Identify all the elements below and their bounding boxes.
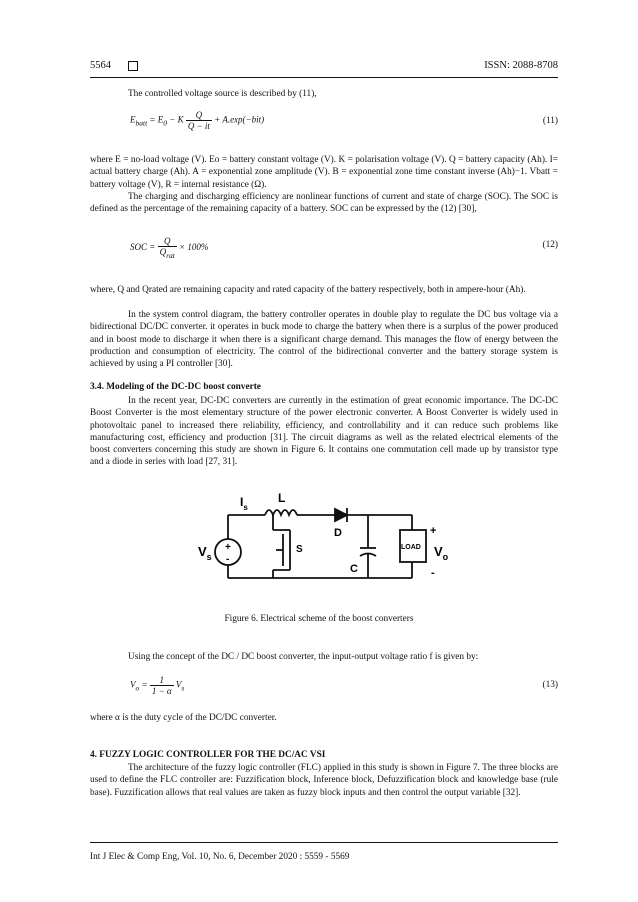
eq13-lhs-sub: o <box>135 683 140 693</box>
eq13-lhs: V <box>130 679 136 690</box>
equation-11 <box>130 110 264 131</box>
para-where-2: where, Q and Qrated are remaining capacity and rated capacity of the battery respectively, both in ampere-hour (Ah). <box>90 285 526 295</box>
eq12-fraction <box>158 236 177 260</box>
page-header <box>90 60 558 76</box>
para-ratio: Using the concept of the DC / DC boost converter, the input-output voltage ratio f is given by: <box>128 652 479 662</box>
label-vs: $V_s$ <box>198 544 212 562</box>
eq13-number: (13) <box>542 680 558 690</box>
eq11-num: Q <box>195 110 203 120</box>
label-is: $I_s$ <box>240 495 248 512</box>
para-where-1: where E = no-load voltage (V). Eo = battery constant voltage (V). K = polarisation voltage (V). Q = battery capacity (Ah). I= actual battery charge (Ah). A = exponential zone amplitude (V). B = exponential zone time constant inverse (Ah)−1. Vbatt = battery voltage (V), R = internal resistance (Ω). <box>90 155 558 190</box>
eq12-lhs: SOC = <box>130 241 156 252</box>
page-number: 5564 <box>90 60 111 71</box>
output-plus: + <box>430 525 437 537</box>
eq13-fraction <box>150 675 174 696</box>
output-minus: - <box>431 567 435 579</box>
label-load: LOAD <box>401 544 421 551</box>
label-diode: D <box>334 527 342 539</box>
label-inductor: L <box>278 491 286 505</box>
eq11-number: (11) <box>542 116 558 126</box>
para-3-4: In the recent year, DC-DC converters are currently in the estimation of great economic importance. The DC-DC Boost Converter is the most elementary structure of the power electronic converter. A Boost Converter is widely used in photovoltaic panel to increased there reliability, efficiency, and controllability and it can reduce such problems like manufacturing cost, efficiency and production [31]. The circuit diagrams as well as the related electrical elements of the boost converters concerning this study are shown in Figure 6. It contains one commutation cell made up by transistor type and a diode in series with load [27, 31]. <box>90 396 558 468</box>
header-rule <box>90 77 558 78</box>
eq12-rhs: × 100% <box>179 241 209 252</box>
para-4: The architecture of the fuzzy logic controller (FLC) applied in this study is shown in Figure 7. The three blocks are used to define the FLC controller are: Fuzzification block, Inference block, Defuzzification block and knowledge base (rule base). Fuzzification allows that real values are taken as fuzzy block inputs and then control the output variable [32]. <box>90 763 558 798</box>
para-alpha: where α is the duty cycle of the DC/DC converter. <box>90 713 277 723</box>
equation-12 <box>130 236 208 260</box>
source-minus: - <box>226 554 230 565</box>
eq13-num: 1 <box>159 675 164 685</box>
eq11-rhs3: + A.exp(−bit) <box>214 114 265 125</box>
page-footer: Int J Elec & Comp Eng, Vol. 10, No. 6, December 2020 : 5559 - 5569 <box>90 852 350 862</box>
label-switch: S <box>296 544 303 555</box>
eq13-rhs-sub: s <box>181 683 185 693</box>
eq13-den: 1 − α <box>151 686 172 696</box>
section-3-4-heading: 3.4. Modeling of the DC-DC boost converte <box>90 382 261 392</box>
issn: ISSN: 2088-8708 <box>484 60 558 71</box>
eq12-den <box>158 246 177 260</box>
boost-converter-figure <box>190 490 460 605</box>
eq12-den-text: Q <box>159 247 167 257</box>
intro-line: The controlled voltage source is described by (11), <box>128 89 317 99</box>
eq12-num: Q <box>163 236 171 246</box>
eq12-den-sub: rat <box>166 250 175 260</box>
diode-symbol <box>335 509 347 521</box>
square-icon <box>128 61 138 71</box>
para-system: In the system control diagram, the battery controller operates in double play to regulate the DC bus voltage via a bidirectional DC/DC converter. it operates in buck mode to charge the battery when there is a surplus of the power produced and in boost mode to discharge it when there is a significant charge demand. This manages the flow of energy between the production and consumption of electricity. The control of the bidirectional converter and the battery storage system is achieved by using a PI controller [30]. <box>90 310 558 370</box>
figure-6-caption: Figure 6. Electrical scheme of the boost converters <box>224 614 414 624</box>
footer-rule <box>90 842 558 843</box>
eq13-eq: = <box>141 679 148 690</box>
section-4-heading: 4. FUZZY LOGIC CONTROLLER FOR THE DC/AC VSI <box>90 750 326 760</box>
eq11-den: Q − it <box>187 121 210 131</box>
eq11-rhs1-sub: 0 <box>163 118 167 128</box>
inductor-symbol <box>265 510 297 515</box>
eq11-rhs1: = E <box>149 114 164 125</box>
eq11-fraction <box>186 110 212 131</box>
eq11-rhs2: − K <box>169 114 184 125</box>
para-soc: The charging and discharging efficiency are nonlinear functions of current and state of charge (SOC). The SOC is defined as the percentage of the remaining capacity of a battery. SOC can be expressed by the (12) [30], <box>90 192 558 215</box>
eq12-number: (12) <box>542 240 558 250</box>
eq13-rhs: V <box>175 679 182 690</box>
equation-13 <box>130 675 184 696</box>
label-capacitor: C <box>350 563 358 575</box>
source-plus: + <box>225 542 231 553</box>
eq11-lhs: E <box>130 114 136 125</box>
label-vo: $V_o$ <box>434 544 449 562</box>
eq11-lhs-sub: batt <box>135 118 148 128</box>
